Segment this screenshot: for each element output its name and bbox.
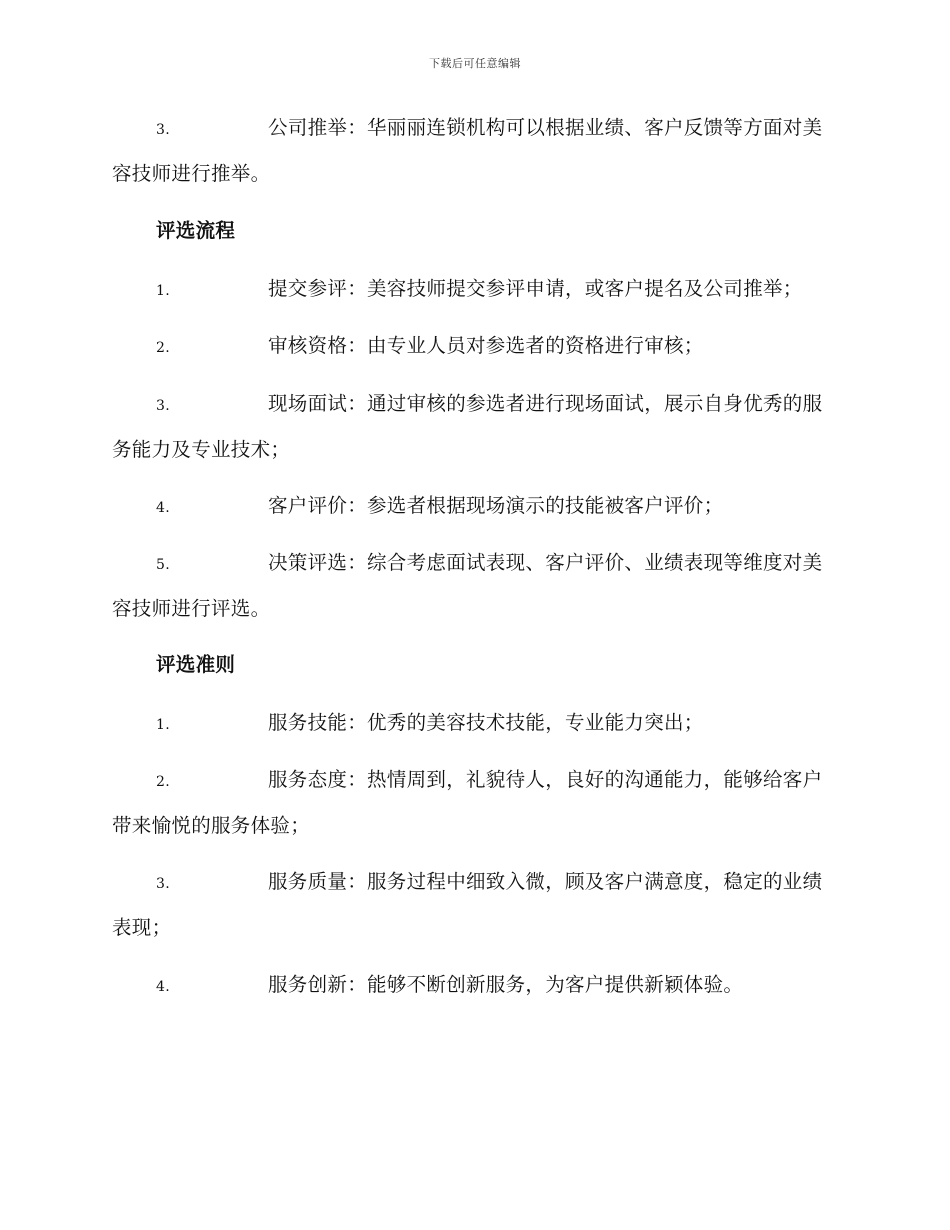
list-item	[112, 701, 834, 747]
list-item-text-continued: 容技师进行评选。	[112, 597, 271, 620]
list-item-text: 公司推举：华丽丽连锁机构可以根据业绩、客户反馈等方面对美	[268, 116, 823, 139]
list-item-text: 服务态度：热情周到，礼貌待人，良好的沟通能力，能够给客户	[268, 768, 823, 791]
list-item-number: 3.	[156, 876, 170, 892]
list-item-number: 4.	[156, 500, 170, 516]
list-item	[112, 267, 834, 313]
list-item-text: 客户评价：参选者根据现场演示的技能被客户评价；	[268, 494, 724, 517]
list-item	[112, 106, 834, 196]
list-item	[112, 860, 834, 950]
list-item-text: 现场面试：通过审核的参选者进行现场面试，展示自身优秀的服	[268, 392, 823, 415]
list-item-text-continued: 表现；	[112, 916, 172, 939]
list-item	[112, 963, 834, 1009]
list-item-number: 3.	[156, 398, 170, 414]
list-item-text: 决策评选：综合考虑面试表现、客户评价、业绩表现等维度对美	[268, 551, 823, 574]
page-header: 下载后可任意编辑	[429, 57, 521, 70]
list-item-text: 服务技能：优秀的美容技术技能，专业能力突出；	[268, 711, 704, 734]
list-item-text-continued: 务能力及专业技术；	[112, 438, 291, 461]
list-item-text-continued: 带来愉悦的服务体验；	[112, 814, 311, 837]
list-item-number: 2.	[156, 774, 170, 790]
list-item-number: 2.	[156, 340, 170, 356]
list-item	[112, 541, 834, 631]
list-item-text: 提交参评：美容技师提交参评申请，或客户提名及公司推举；	[268, 277, 803, 300]
list-item-text: 服务质量：服务过程中细致入微，顾及客户满意度，稳定的业绩	[268, 870, 823, 893]
list-item	[112, 484, 834, 530]
list-item-number: 1.	[156, 283, 170, 299]
list-item-number: 3.	[156, 122, 170, 138]
list-item	[112, 758, 834, 848]
list-item-number: 5.	[156, 557, 170, 573]
list-item-number: 4.	[156, 979, 170, 995]
list-item-text: 服务创新：能够不断创新服务，为客户提供新颖体验。	[268, 973, 744, 996]
list-item-text-continued: 容技师进行推举。	[112, 162, 271, 185]
section-heading-criteria: 评选准则	[156, 653, 236, 676]
section-heading-process: 评选流程	[156, 219, 236, 242]
list-item	[112, 382, 834, 472]
list-item-text: 审核资格：由专业人员对参选者的资格进行审核；	[268, 334, 704, 357]
list-item-number: 1.	[156, 717, 170, 733]
list-item	[112, 324, 834, 370]
